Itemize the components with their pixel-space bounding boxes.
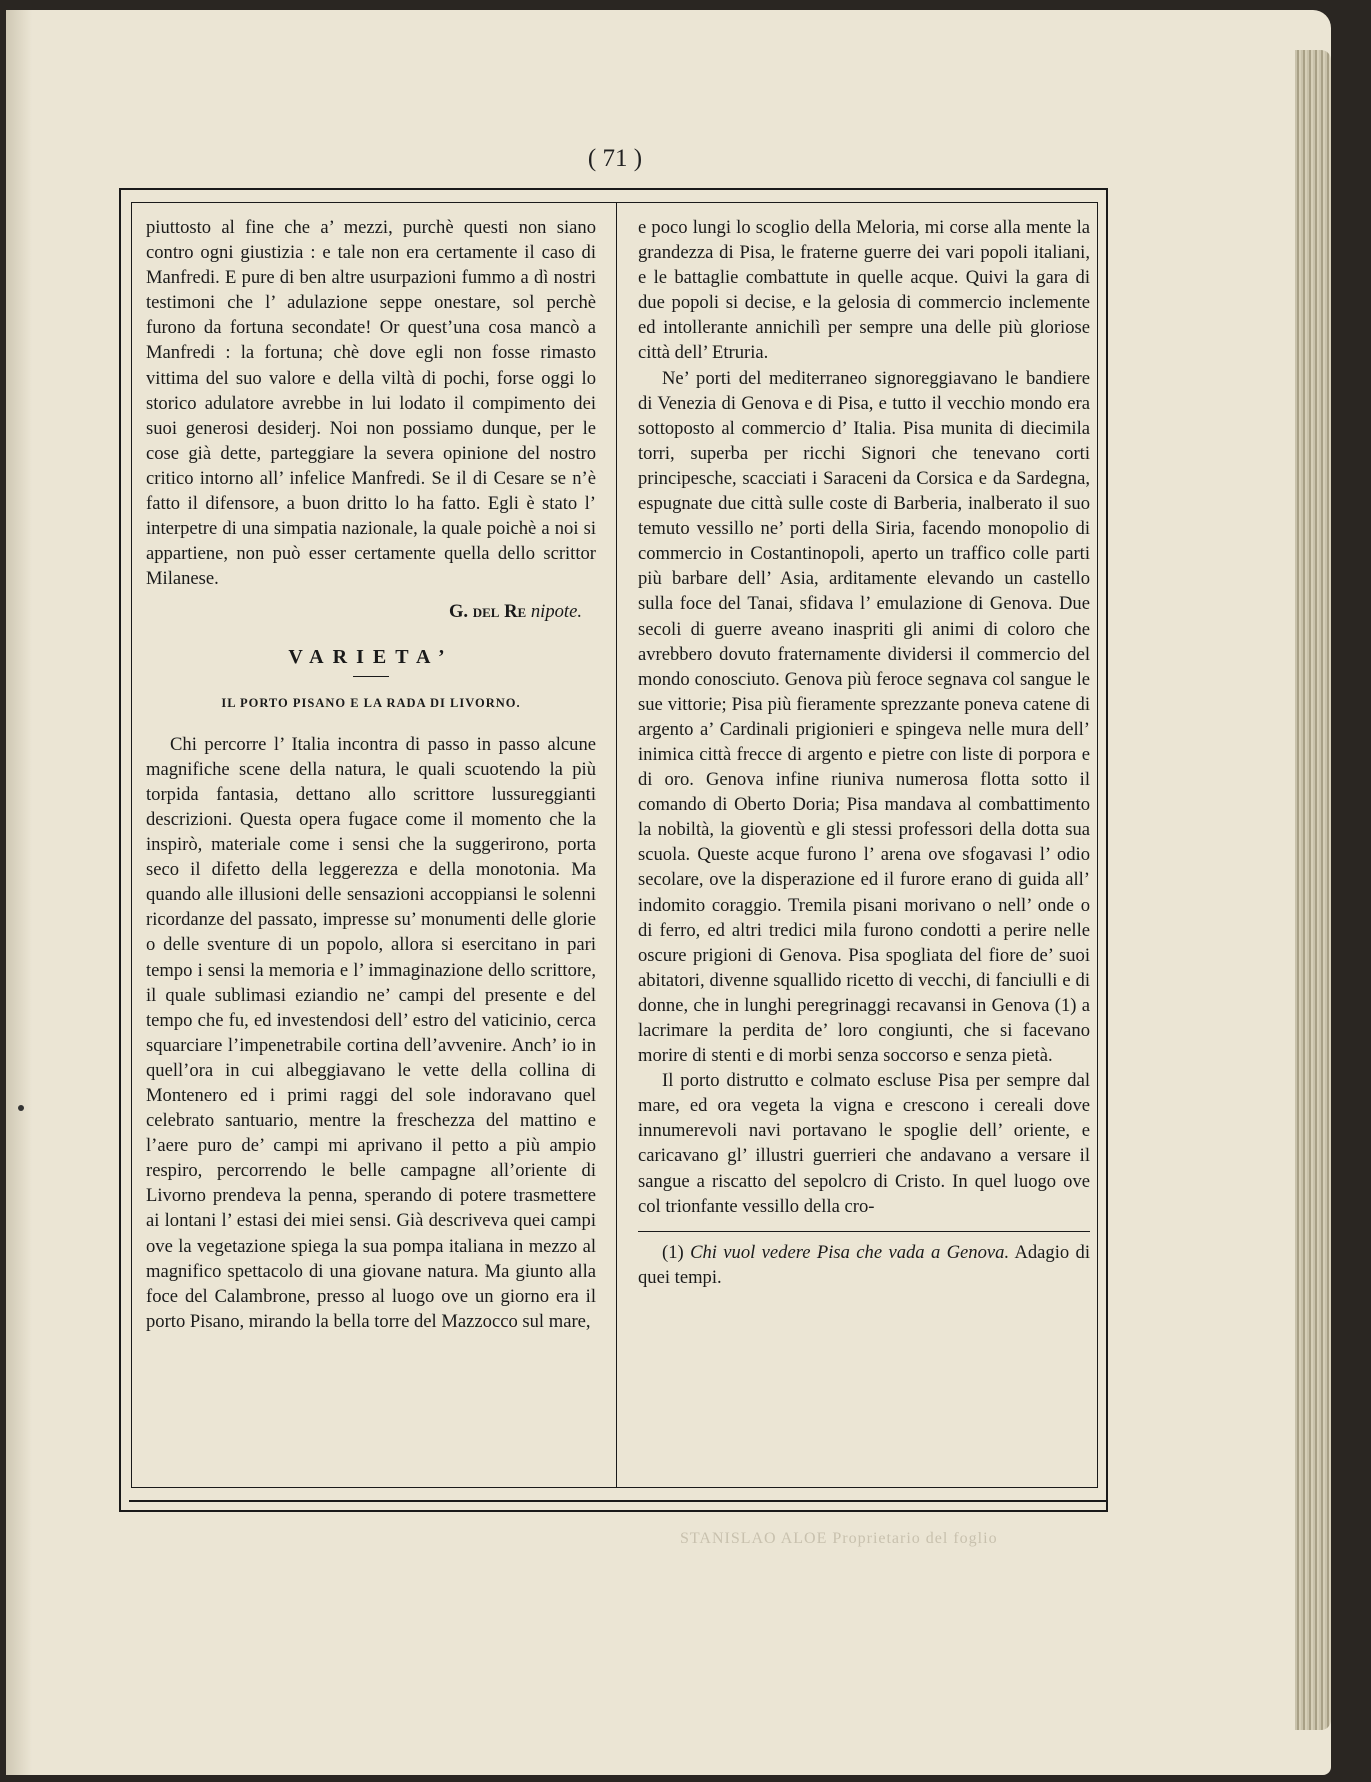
right-paragraph-2: Ne’ porti del mediterraneo signoreggiavano le bandiere di Venezia di Genova e di Pisa, e tutto il vecchio mondo era sottoposto al commercio d’ Italia. Pisa munita di diecimila torri, superba per ricchi Signori che tenevano corti principesche, scacciati i Saraceni da Corsica e da Sardegna, espugnate due città sulle coste di Barberia, inalberato il suo temuto vessillo ne’ porti della Siria, facendo monopolio di commercio in Costantinopoli, aperto un traffico colle parti più barbare dell’ Asia, arditamente elevando un castello sulla foce del Tanai, sfidava l’ emulazione di Genova. Due secoli di guerre aveano inaspriti gli animi di coloro che avrebbero dovuto fraternamente dividersi il commercio del mondo conosciuto. Genova più feroce segnava col sangue le sue vittorie; Pisa più fieramente sprezzante poneva catene di argento a’ Cardinali prigionieri e spingeva nelle mura dell’ inimica città frecce di argento e pietre con liste di porpora e di oro. Genova infine riuniva numerosa flotta sotto il comando di Oberto Doria; Pisa mandava al combattimento la nobiltà, la gioventù e gli stessi professori della dotta sua scuola. Queste acque furono l’ arena ove sfogavasi l’ odio secolare, ove la disperazione ed il furore erano di guida all’ indomito coraggio. Tremila pisani morivano o nell’ onde o di ferro, ed altri tredici mila furono condotti a perire nelle oscure prigioni di Genova. Pisa spogliata del fiore de’ suoi abitatori, divenne squallido ricetto di vecchi, di fanciulli e di donne, che in lunghi peregrinaggi recavansi in Genova (1) a lacrimare la perdita de’ loro congiunti, che si facevano morire di stenti e di morbi senza soccorso e senza pietà. (638, 367, 1090, 1067)
right-paragraph-1: e poco lungi lo scoglio della Meloria, mi corse alla mente la grandezza di Pisa, le fraterne guerre dei vari popoli italiani, e le battaglie combattute in quelle acque. Quivi la gara di due popoli si decise, e la gelosia di commercio inclemente ed intollerante annichilì per sempre una delle più gloriose città dell’ Etruria. (638, 217, 1090, 364)
footnote-marker: (1) (662, 1241, 684, 1263)
bottom-rule (129, 1500, 1106, 1502)
article-title: IL PORTO PISANO E LA RADA DI LIVORNO. (221, 695, 521, 710)
right-paragraph-3: Il porto distrutto e colmato escluse Pisa per sempre dal mare, ed ora vegeta la vigna e crescono i cereali dove innumerevoli navi portavano le spoglie dell’ oriente, e caricavano gl’ illustri guerrieri che andavano a versare il sangue a riscatto del sepolcro di Cristo. In quel luogo ove col trionfante vessillo della cro- (638, 1070, 1090, 1217)
section-title: VARIETA’ (288, 645, 454, 668)
signature-name: G. del Re (448, 601, 527, 623)
footnote (638, 1240, 1090, 1290)
show-through-text: STANISLAO ALOE Proprietario del foglio (680, 1530, 998, 1547)
inner-border (131, 202, 1098, 1488)
signature-role: nipote. (530, 601, 582, 623)
stray-mark (18, 1105, 24, 1111)
left-column (146, 215, 596, 1334)
page-number: ( 71 ) (587, 145, 643, 172)
page-gutter (6, 10, 32, 1775)
footnote-quote: Chi vuol vedere Pisa che vada a Genova. (690, 1241, 1010, 1263)
left-paragraph-2: Chi percorre l’ Italia incontra di passo in passo alcune magnifiche scene della natura, le quali scuotendo la più torpida fantasia, dettano allo scrittore lussureggianti descrizioni. Questa opera fugace come il momento che la inspirò, materiale come i sensi che la suggerirono, porta seco il difetto della leggerezza e della monotonia. Ma quando alle illusioni delle sensazioni accoppiansi le solenni ricordanze del passato, impresse su’ monumenti delle glorie o delle sventure di un popolo, allora si esercitano in pari tempo i sensi la memoria e l’ immaginazione dello scrittore, il quale sublimasi eziandio ne’ campi del presente e del tempo che fu, ed investendosi dell’ estro del vaticinio, cerca squarciare l’impenetrabile cortina dell’avvenire. Anch’ io in quell’ora in cui albeggiavano le vette della collina di Montenero ed i primi raggi del sole indoravano quel celebrato santuario, mentre la freschezza del mattino e l’aere puro de’ campi mi aprivano il petto a più ampio respiro, percorrendo le belle campagne all’oriente di Livorno prendeva la penna, sperando di potere trasmettere ai lontani l’ estasi dei miei sensi. Già descriveva quei campi ove la vegetazione spiega la sua pompa italiana in mezzo al magnifico spettacolo di una giovane natura. Ma giunto alla foce del Calambrone, presso al luogo ove un giorno era il porto Pisano, mirando la bella torre del Mazzocco sul mare, (146, 733, 596, 1332)
right-column (638, 215, 1090, 1290)
left-paragraph-1: piuttosto al fine che a’ mezzi, purchè questi non siano contro ogni giustizia : e tale non era certamente il caso di Manfredi. E pure di ben altre usurpazioni fummo a dì nostri testimoni che l’ adulazione seppe onestare, sol perchè furono da fortuna secondate! Or quest’una cosa mancò a Manfredi : la fortuna; chè dove egli non fosse rimasto vittima del suo valore e della viltà di pochi, forse oggi lo storico adulatore avrebbe in lui lodato il compimento dei suoi generosi desiderj. Noi non possiamo dunque, per le cose già dette, parteggiare la severa opinione del nostro critico intorno all’ infelice Manfredi. Se il di Cesare se n’è fatto il difensore, a buon dritto lo ha fatto. Egli è stato l’ interpetre di una simpatia nazionale, la quale poichè a noi si appartiene, non può esser certamente quella dello scrittor Milanese. (146, 217, 596, 590)
page-edges (1295, 50, 1331, 1730)
footnote-rule (638, 1231, 1090, 1232)
column-divider (616, 203, 617, 1487)
footnote-text: Adagio di quei tempi. (638, 1241, 1090, 1288)
title-rule (353, 676, 389, 677)
signature (146, 599, 582, 624)
text-frame (119, 188, 1108, 1512)
